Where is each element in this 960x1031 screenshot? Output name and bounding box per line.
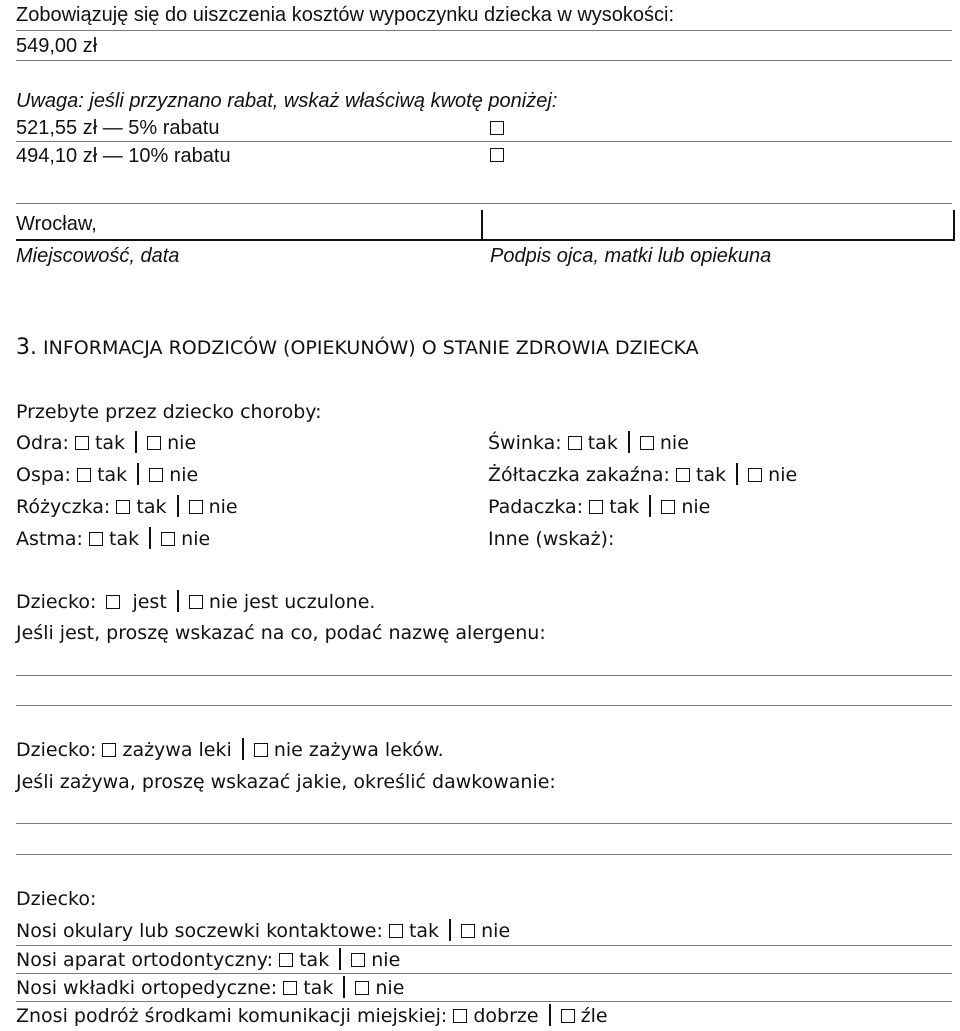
city-field[interactable]: Wrocław, [16, 213, 97, 235]
yes-checkbox[interactable] [89, 532, 103, 546]
medication-prompt: Jeśli zażywa, proszę wskazać jakie, określić dawkowanie: [16, 771, 556, 793]
separator [177, 590, 179, 612]
separator [343, 976, 345, 998]
divider [16, 30, 952, 31]
divider [16, 945, 952, 946]
disease-label: Padaczka: [488, 496, 584, 518]
allergy-prompt: Jeśli jest, proszę wskazać na co, podać nazwę alergenu: [16, 622, 546, 644]
no-checkbox[interactable] [189, 500, 203, 514]
signature-line [16, 239, 955, 241]
divider [16, 141, 952, 142]
separator [628, 431, 630, 453]
medication-no-checkbox[interactable] [254, 743, 268, 757]
yes-checkbox[interactable] [116, 500, 130, 514]
yes-label: tak [696, 464, 727, 486]
good-checkbox[interactable] [453, 1009, 467, 1023]
signature-separator [481, 210, 483, 240]
section-number: 3. [16, 335, 37, 360]
yes-label: tak [136, 496, 167, 518]
diseases-intro: Przebyte przez dziecko choroby: [16, 401, 322, 423]
yes-label: tak [109, 528, 140, 550]
divider [16, 973, 952, 974]
no-checkbox[interactable] [461, 924, 475, 938]
disease-row-epilepsy [488, 495, 710, 519]
disease-label: Ospa: [16, 464, 71, 486]
medication-yes-label: zażywa leki [122, 739, 232, 761]
yes-checkbox[interactable] [77, 468, 91, 482]
no-label: nie [768, 464, 798, 486]
no-checkbox[interactable] [661, 500, 675, 514]
medication-no-label: nie zażywa leków. [273, 739, 444, 761]
disease-row-hepatitis [488, 463, 797, 487]
disease-row-mumps [488, 431, 689, 455]
disease-row-measles [16, 431, 196, 455]
yes-label: tak [94, 432, 126, 454]
glasses-label: Nosi okulary lub soczewki kontaktowe: [16, 920, 383, 942]
disease-row-asthma [16, 527, 210, 551]
separator [177, 495, 179, 517]
yes-label: tak [97, 464, 128, 486]
medication-answer-line[interactable] [16, 854, 952, 855]
separator [242, 738, 244, 760]
section-title: INFORMACJA RODZICÓW (OPIEKUNÓW) O STANIE ZDROWIA DZIECKA [43, 337, 699, 359]
yes-checkbox[interactable] [568, 436, 582, 450]
no-label: nie [375, 977, 405, 999]
discount-10-label: 494,10 zł — 10% rabatu [16, 145, 231, 167]
glasses-row [16, 919, 510, 943]
yes-checkbox[interactable] [279, 953, 293, 967]
other-disease-field[interactable]: Inne (wskaż): [488, 528, 615, 550]
disease-label: Żółtaczka zakaźna: [488, 464, 670, 486]
allergy-no-checkbox[interactable] [189, 595, 203, 609]
no-label: nie [659, 432, 689, 454]
yes-label: tak [609, 496, 640, 518]
transport-row [16, 1004, 608, 1028]
child-label: Dziecko: [16, 888, 97, 910]
signature-right-edge [953, 210, 955, 240]
medication-yes-checkbox[interactable] [102, 743, 116, 757]
allergy-answer-line[interactable] [16, 705, 952, 706]
separator [549, 1004, 551, 1026]
insoles-row [16, 976, 404, 1000]
discount-note: Uwaga: jeśli przyznano rabat, wskaż właściwą kwotę poniżej: [16, 90, 558, 112]
no-checkbox[interactable] [355, 981, 369, 995]
yes-label: tak [299, 949, 330, 971]
place-date-label: Miejscowość, data [16, 245, 180, 267]
allergy-yes-label: jest [132, 591, 167, 613]
cost-statement: Zobowiązuję się do uiszczenia kosztów wypoczynku dziecka w wysokości: [16, 4, 675, 26]
disease-row-rubella [16, 495, 238, 519]
allergy-label: Dziecko: [16, 591, 97, 613]
section-heading [16, 335, 699, 360]
disease-label: Odra: [16, 432, 69, 454]
yes-checkbox[interactable] [75, 436, 89, 450]
discount-5-checkbox[interactable] [490, 121, 504, 135]
yes-checkbox[interactable] [676, 468, 690, 482]
separator [736, 463, 738, 485]
braces-label: Nosi aparat ortodontyczny: [16, 949, 274, 971]
medication-label: Dziecko: [16, 739, 97, 761]
no-label: nie [169, 464, 199, 486]
separator [449, 919, 451, 941]
no-label: nie [167, 432, 197, 454]
no-checkbox[interactable] [351, 953, 365, 967]
divider [16, 60, 952, 61]
separator [339, 948, 341, 970]
no-label: nie [481, 920, 511, 942]
signature-label: Podpis ojca, matki lub opiekuna [490, 245, 772, 267]
disease-label: Świnka: [488, 432, 562, 454]
medication-row [16, 738, 444, 762]
bad-label: źle [580, 1005, 608, 1027]
allergy-no-label: nie jest uczulone. [208, 591, 376, 613]
separator [137, 463, 139, 485]
braces-row [16, 948, 400, 972]
separator [649, 495, 651, 517]
no-checkbox[interactable] [161, 532, 175, 546]
no-checkbox[interactable] [149, 468, 163, 482]
separator [135, 431, 137, 453]
no-checkbox[interactable] [748, 468, 762, 482]
no-checkbox[interactable] [147, 436, 161, 450]
yes-label: tak [303, 977, 334, 999]
allergy-yes-checkbox[interactable] [106, 595, 120, 609]
medication-answer-line[interactable] [16, 823, 952, 824]
yes-label: tak [587, 432, 618, 454]
transport-label: Znosi podróż środkami komunikacji miejskiej: [16, 1005, 448, 1027]
no-label: nie [181, 528, 211, 550]
yes-checkbox[interactable] [389, 924, 403, 938]
disease-row-chickenpox [16, 463, 198, 487]
separator [149, 527, 151, 549]
discount-5-label: 521,55 zł — 5% rabatu [16, 117, 220, 139]
yes-label: tak [408, 920, 440, 942]
cost-amount: 549,00 zł [16, 35, 98, 57]
allergy-answer-line[interactable] [16, 675, 952, 676]
discount-10-checkbox[interactable] [490, 148, 504, 162]
allergy-row [16, 590, 375, 614]
yes-checkbox[interactable] [589, 500, 603, 514]
divider [16, 1001, 952, 1002]
no-label: nie [208, 496, 238, 518]
no-label: nie [681, 496, 711, 518]
bad-checkbox[interactable] [561, 1009, 575, 1023]
yes-checkbox[interactable] [283, 981, 297, 995]
good-label: dobrze [473, 1005, 539, 1027]
disease-label: Astma: [16, 528, 83, 550]
no-label: nie [371, 949, 401, 971]
insoles-label: Nosi wkładki ortopedyczne: [16, 977, 278, 999]
disease-label: Różyczka: [16, 496, 111, 518]
no-checkbox[interactable] [640, 436, 654, 450]
divider [16, 203, 952, 204]
